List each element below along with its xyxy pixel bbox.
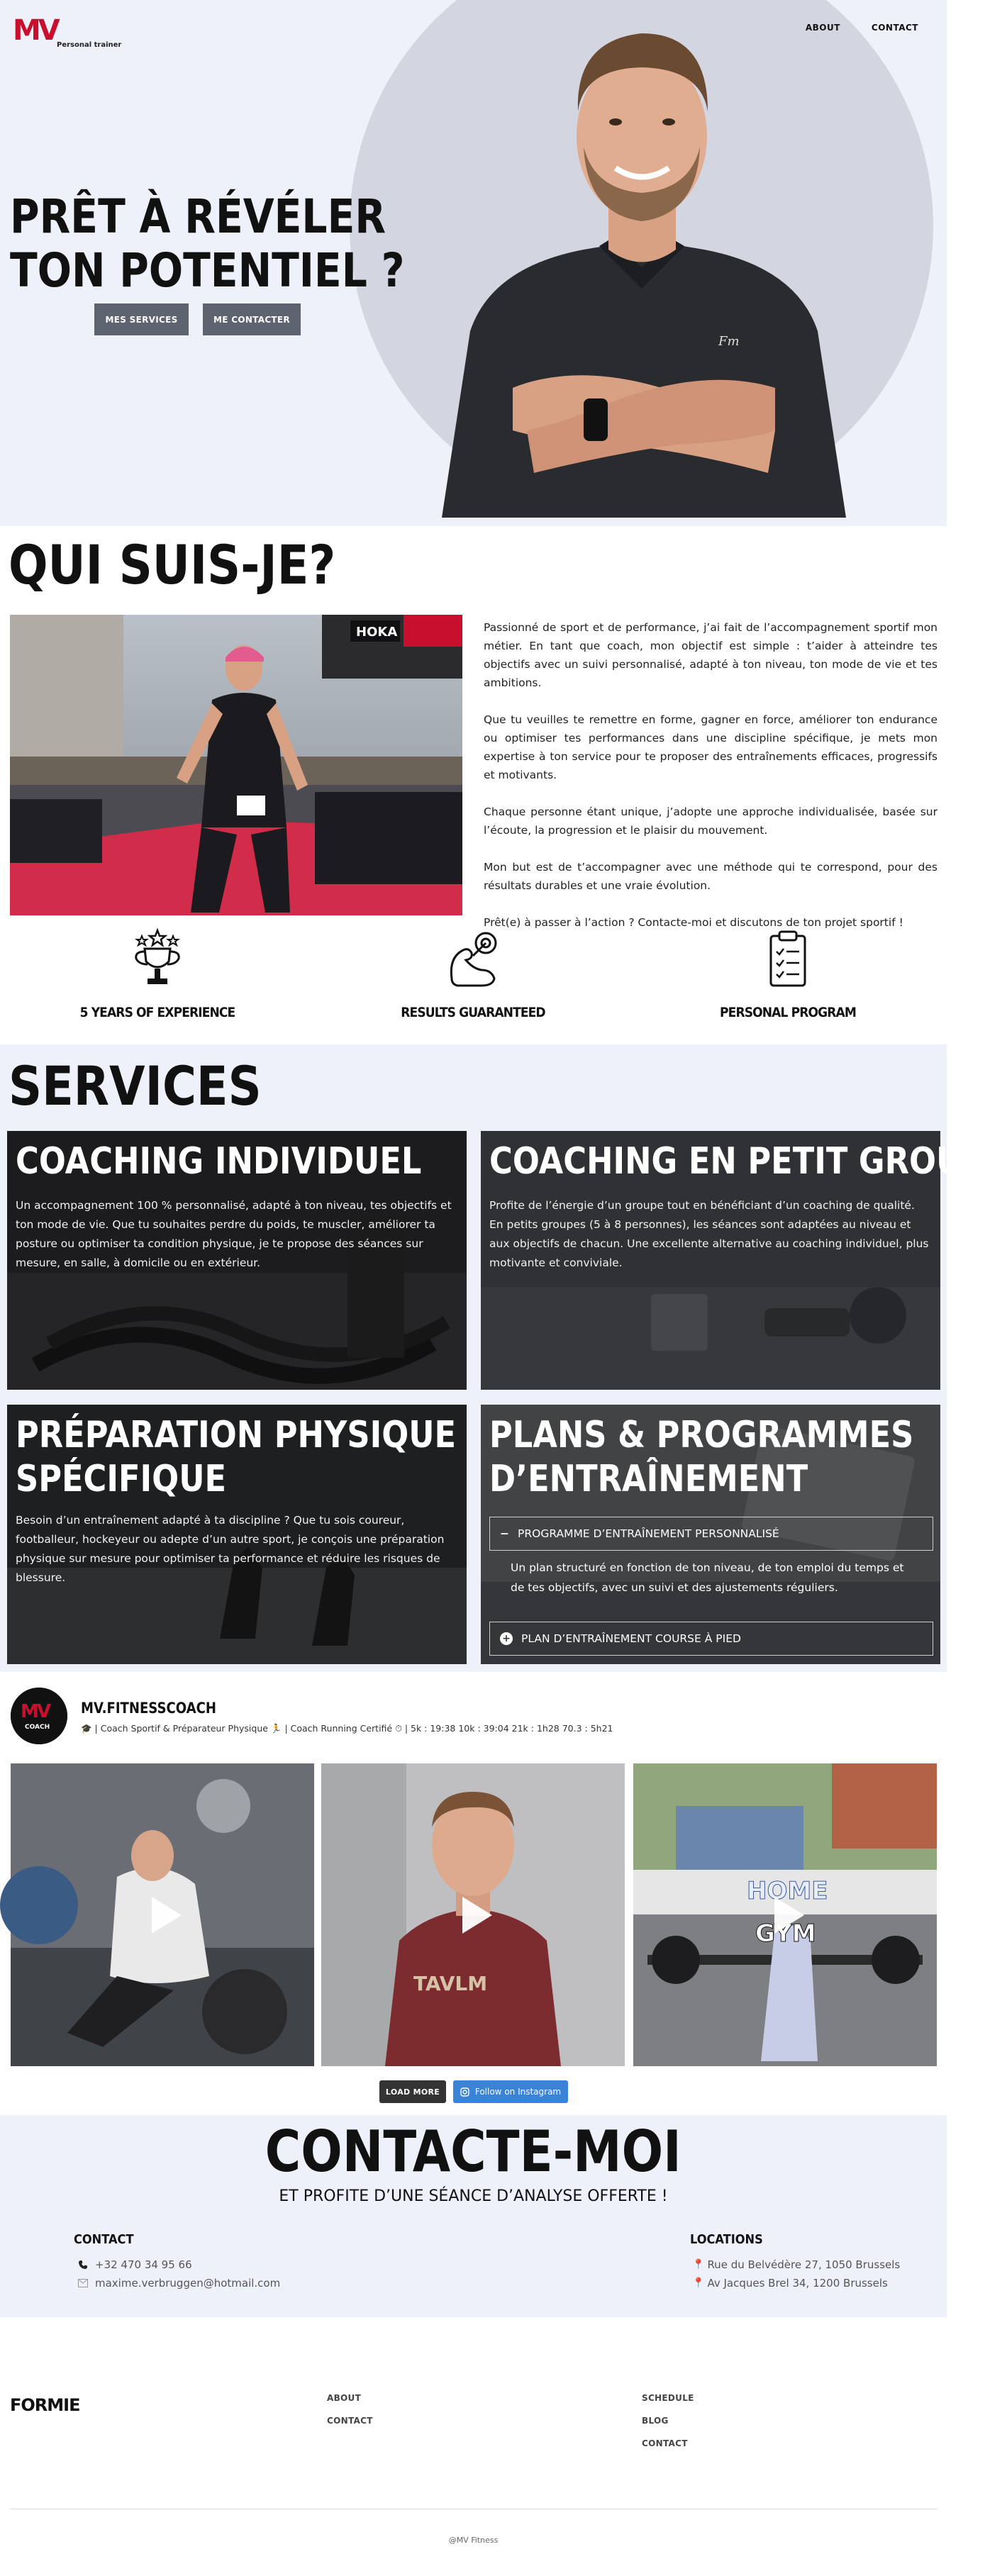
card-title-line1: PRÉPARATION PHYSIQUE [16,1414,457,1456]
pin-icon: 📍 [692,2277,705,2289]
play-icon [152,1897,182,1934]
post-overlay-gym: GYM [755,1919,816,1948]
contact-title [0,2119,947,2185]
card-title [489,1413,913,1501]
email-address: maxime.verbruggen@hotmail.com [95,2277,281,2290]
feature-results [367,929,579,1020]
service-card-plans[interactable] [481,1405,940,1664]
accordion-label: PLAN D’ENTRAÎNEMENT COURSE À PIED [521,1632,741,1645]
card-title: COACHING INDIVIDUEL [16,1140,422,1183]
svg-text:TAVLM: TAVLM [413,1972,488,1995]
card-title-line1: PLANS & PROGRAMMES [489,1414,914,1456]
follow-instagram-button[interactable] [453,2080,568,2103]
nav-about-link[interactable]: ABOUT [805,23,840,33]
contact-phone[interactable] [78,2258,192,2271]
hero-title-line2: TON POTENTIEL ? [10,243,405,298]
footer-link-blog[interactable]: BLOG [642,2416,669,2426]
hero-photo [350,0,933,518]
instagram-post[interactable] [321,1763,625,2066]
nav-contact-link[interactable]: CONTACT [871,23,918,33]
instagram-icon [460,2087,469,2097]
location-2 [692,2277,888,2290]
clipboard-icon [760,929,816,989]
card-title [16,1413,456,1501]
locations-heading: LOCATIONS [690,2232,763,2247]
copyright: @MV Fitness [448,2536,499,2545]
instagram-bio: 🎓 | Coach Sportif & Préparateur Physique 🏃 | Coach Running Certifié ⏱ | 5k : 19:38 10k : 39:04 21k : 1h28 70.3 : 5h21 [81,1723,613,1734]
svg-text:HOKA: HOKA [356,625,398,640]
pin-icon: 📍 [692,2259,705,2270]
phone-icon [78,2260,88,2270]
hero-title [10,190,405,298]
about-paragraph: Mon but est de t’accompagner avec une méthode qui te correspond, pour des résultats durables et une vraie évolution. [484,861,938,892]
instagram-post[interactable] [11,1763,314,2066]
accordion-label: PROGRAMME D’ENTRAÎNEMENT PERSONNALISÉ [518,1527,779,1540]
play-icon [774,1897,804,1934]
contact-heading: CONTACT [74,2232,134,2247]
contact-me-button[interactable]: ME CONTACTER [203,303,301,335]
contact-title-text: CONTACTE-MOI [265,2119,681,2185]
svg-text:MV: MV [21,1701,49,1722]
post-overlay-home: HOME [747,1877,828,1905]
svg-text:Fm: Fm [718,334,740,349]
location-1 [692,2258,900,2271]
card-title-line2: D’ENTRAÎNEMENT [489,1458,808,1500]
card-description: Un accompagnement 100 % personnalisé, adapté à ton niveau, tes objectifs et ton mode de vie. Que tu souhaites perdre du poids, te muscler, améliorer ta posture ou optimiser ta condition physique, je te propose des séances sur mesure, en salle, à domicile ou en extérieur. [16,1199,452,1269]
minus-icon: − [500,1527,509,1540]
service-card-individual[interactable] [7,1131,467,1390]
about-text [484,618,938,950]
about-paragraph: Chaque personne étant unique, j’adopte une approche individualisée, basée sur l’écoute, la progression et le plaisir du mouvement. [484,805,938,837]
location-text: Rue du Belvédère 27, 1050 Brussels [707,2258,901,2271]
instagram-avatar[interactable] [11,1688,67,1744]
feature-label: PERSONAL PROGRAM [720,1005,856,1020]
services-title: SERVICES [9,1054,262,1117]
card-title-line2: SPÉCIFIQUE [16,1458,227,1500]
svg-text:MV: MV [13,14,57,47]
accordion-personal-program[interactable] [489,1517,933,1551]
top-nav [806,23,918,33]
follow-label: Follow on Instagram [474,2087,562,2097]
about-paragraph: Prêt(e) à passer à l’action ? Contacte-moi et discutons de ton projet sportif ! [484,916,903,929]
trophy-icon [129,929,186,989]
services-button[interactable]: MES SERVICES [94,303,189,335]
load-more-button[interactable]: LOAD MORE [379,2080,446,2103]
plus-circle-icon: + [500,1632,513,1645]
hero-title-line1: PRÊT À RÉVÉLER [10,189,386,244]
muscle-icon [445,929,501,989]
card-description: Besoin d’un entraînement adapté à ta discipline ? Que tu sois coureur, footballeur, hockeyeur ou adepte d’un autre sport, je conçois une préparation physique sur mesure pour optimiser ta performance et réduire les risques de blessure. [16,1514,445,1584]
feature-program [681,929,894,1020]
card-description: Profite de l’énergie d’un groupe tout en bénéficiant d’un coaching de qualité. En petits groupes (5 à 8 personnes), les séances sont adaptées au niveau et aux objectifs de chacun. Une excellente alternative au coaching individuel, plus motivante et conviviale. [489,1199,929,1269]
hero-section [0,0,947,526]
service-card-group[interactable] [481,1131,1007,1390]
brand-logo[interactable] [11,11,122,51]
accordion-running-plan[interactable] [489,1622,933,1656]
about-title: QUI SUIS-JE? [9,533,336,596]
service-card-physical-prep[interactable] [7,1405,467,1664]
feature-label: RESULTS GUARANTEED [401,1005,545,1020]
phone-number: +32 470 34 95 66 [95,2258,192,2271]
accordion-content: Un plan structuré en fonction de ton niveau, de ton emploi du temps et de tes objectifs, avec un suivi et des ajustements réguliers. [511,1561,904,1594]
instagram-username[interactable]: MV.FITNESSCOACH [81,1700,216,1717]
footer-link-about[interactable]: ABOUT [327,2393,362,2403]
instagram-post[interactable] [633,1763,937,2066]
about-photo [10,615,462,915]
location-text: Av Jacques Brel 34, 1200 Brussels [707,2277,888,2290]
footer-logo[interactable]: FORMIE [10,2395,80,2415]
about-paragraph: Passionné de sport et de performance, j’ai fait de l’accompagnement sportif mon métier. En tant que coach, mon objectif est simple : t’aider à atteindre tes objectifs avec un suivi personnalisé, adapté à ton niveau, ton mode de vie et tes ambitions. [484,621,938,689]
brand-logo-subtitle: Personal trainer [57,41,122,49]
feature-experience [51,929,264,1020]
mail-icon [78,2279,88,2287]
play-icon [462,1897,492,1934]
contact-subtitle: ET PROFITE D’UNE SÉANCE D’ANALYSE OFFERTE ! [279,2187,668,2205]
footer-link-schedule[interactable]: SCHEDULE [642,2393,694,2403]
footer-link-contact-2[interactable]: CONTACT [642,2438,688,2448]
feature-label: 5 YEARS OF EXPERIENCE [79,1005,235,1020]
contact-email[interactable] [78,2277,280,2290]
svg-text:COACH: COACH [25,1724,50,1731]
footer-link-contact[interactable]: CONTACT [327,2416,373,2426]
about-paragraph: Que tu veuilles te remettre en forme, gagner en force, améliorer ton endurance ou optimiser tes performances dans une discipline spécifique, je mets mon expertise à ton service pour te proposer des entraînements efficaces, progressifs et motivants. [484,713,938,781]
card-title: COACHING EN PETIT GROUPE [489,1140,1007,1183]
